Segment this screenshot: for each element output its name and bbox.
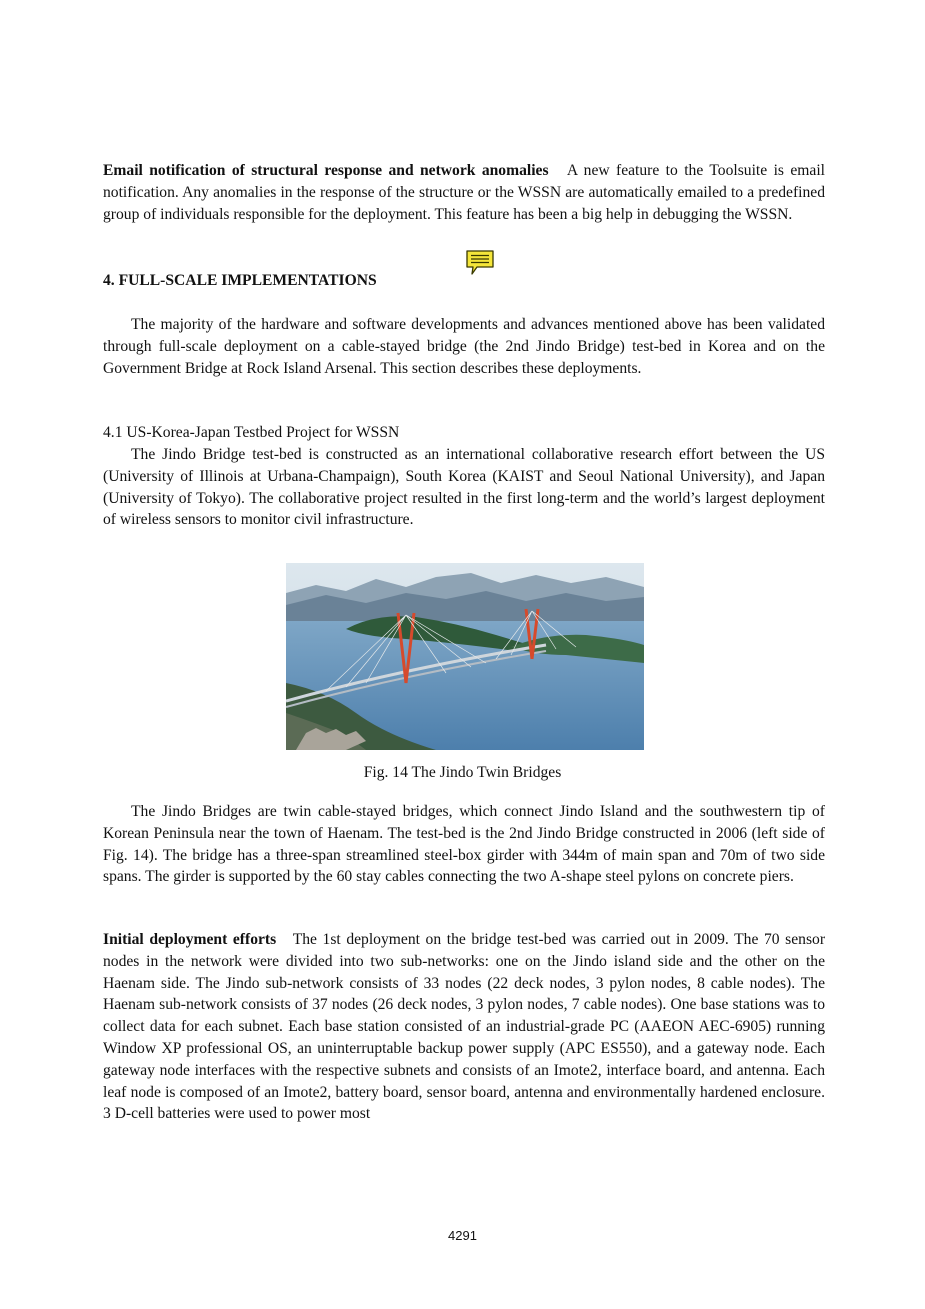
email-notification-body: A new feature to the Toolsuite is email notification. Any anomalies in the response of the structure or the WSSN are automatically emailed to a predefined group of individuals responsible for the deployment. This feature has been a big help in debugging the WSSN. <box>103 162 825 223</box>
initial-deployment-body: The 1st deployment on the bridge test-bed was carried out in 2009. The 70 sensor nodes in the network were divided into two sub-networks: one on the Jindo island side and the other on the Haenam side. The Jindo sub-network consists of 33 nodes (22 deck nodes, 3 pylon nodes, 8 cable nodes). The Haenam sub-network consists of 37 nodes (26 deck nodes, 3 pylon nodes, 7 cable nodes). One base stations was to collect data for each subnet. Each base station consisted of an industrial-grade PC (AAEON AEC-6905) running Window XP professional OS, an uninterruptable backup power supply (APC ES550), and a gateway node. Each gateway node interfaces with the respective subnets and consists of an Imote2, interface board, and antenna. Each leaf node is composed of an Imote2, battery board, sensor board, antenna and environmentally hardened enclosure. 3 D-cell batteries were used to power most <box>103 931 826 1123</box>
section-4-heading: 4. FULL-SCALE IMPLEMENTATIONS <box>103 272 377 289</box>
initial-deployment-paragraph <box>103 929 825 1125</box>
page-number: 4291 <box>448 1228 477 1243</box>
figure-caption: Fig. 14 The Jindo Twin Bridges <box>363 764 562 781</box>
testbed-paragraph: The Jindo Bridge test-bed is constructed as an international collaborative research effort between the US (University of Illinois at Urbana-Champaign), South Korea (KAIST and Seoul National University), and Japan (University of Tokyo). The collaborative project resulted in the first long-term and the world’s largest deployment of wireless sensors to monitor civil infrastructure. <box>103 446 825 529</box>
jindo-bridge-photo <box>286 563 644 750</box>
jindo-bridges-paragraph: The Jindo Bridges are twin cable-stayed bridges, which connect Jindo Island and the southwestern tip of Korean Peninsula near the town of Haenam. The test-bed is the 2nd Jindo Bridge constructed in 2006 (left side of Fig. 14). The bridge has a three-span streamlined steel-box girder with 344m of main span and 70m of two side spans. The girder is supported by the 60 stay cables connecting the two A-shape steel pylons on concrete piers. <box>103 803 825 886</box>
email-notification-paragraph <box>103 160 825 225</box>
subsection-4-1-heading: 4.1 US-Korea-Japan Testbed Project for WSSN <box>103 424 400 441</box>
email-notification-heading: Email notification of structural response and network anomalies <box>103 162 549 179</box>
section-4-intro-paragraph: The majority of the hardware and software developments and advances mentioned above has been validated through full-scale deployment on a cable-stayed bridge (the 2nd Jindo Bridge) test-bed in Korea and on the Government Bridge at Rock Island Arsenal. This section describes these deployments. <box>103 316 825 377</box>
initial-deployment-heading: Initial deployment efforts <box>103 931 277 948</box>
